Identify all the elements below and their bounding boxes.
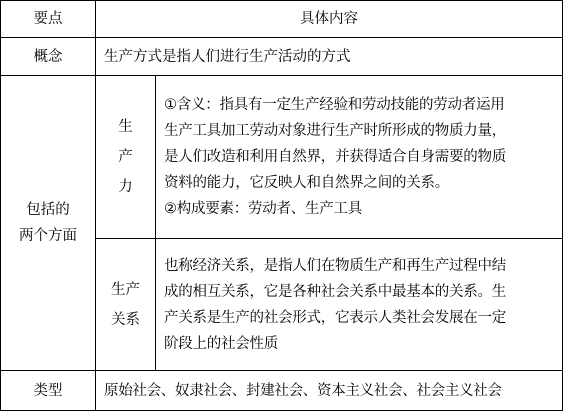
include-label bbox=[1, 76, 96, 371]
productive-forces-label bbox=[96, 76, 156, 239]
text-line: 成的相互关系，它是各种社会关系中最基本的关系。生 bbox=[164, 283, 506, 300]
productive-forces-char: 生 bbox=[118, 119, 133, 135]
relations-label-line1: 生产 bbox=[111, 281, 140, 298]
text-line: 产关系是生产的社会形式，它表示人类社会发展在一定 bbox=[164, 309, 506, 326]
include-label-line2: 两个方面 bbox=[19, 228, 77, 244]
concept-content: 生产方式是指人们进行生产活动的方式 bbox=[96, 38, 563, 76]
concept-row bbox=[1, 38, 563, 76]
concept-label: 概念 bbox=[1, 38, 96, 76]
relations-label bbox=[96, 239, 156, 371]
text-line: 资料的能力，它反映人和自然界之间的关系。 bbox=[164, 175, 449, 191]
productive-forces-row bbox=[1, 76, 563, 239]
types-content: 原始社会、奴隶社会、封建社会、资本主义社会、社会主义社会 bbox=[96, 371, 563, 411]
text-line: 生产工具加工劳动对象进行生产时所形成的物质力量， bbox=[164, 123, 506, 139]
productive-forces-content bbox=[156, 76, 563, 239]
relations-content bbox=[156, 239, 563, 371]
text-line: ①含义：指具有一定生产经验和劳动技能的劳动者运用 bbox=[164, 97, 505, 113]
header-key-points: 要点 bbox=[1, 1, 96, 38]
productive-forces-char: 力 bbox=[118, 179, 133, 195]
relations-label-line2: 关系 bbox=[111, 311, 140, 328]
text-line: 是人们改造和利用自然界，并获得适合自身需要的物质 bbox=[164, 149, 506, 165]
header-row bbox=[1, 1, 563, 38]
text-line: 也称经济关系，是指人们在物质生产和再生产过程中结 bbox=[164, 257, 506, 274]
text-line: ②构成要素：劳动者、生产工具 bbox=[164, 201, 362, 217]
types-row bbox=[1, 371, 563, 411]
text-line: 阶段上的社会性质 bbox=[164, 335, 278, 352]
types-label: 类型 bbox=[1, 371, 96, 411]
include-label-line1: 包括的 bbox=[26, 202, 70, 218]
header-details: 具体内容 bbox=[96, 1, 563, 38]
productive-forces-char: 产 bbox=[118, 149, 133, 165]
